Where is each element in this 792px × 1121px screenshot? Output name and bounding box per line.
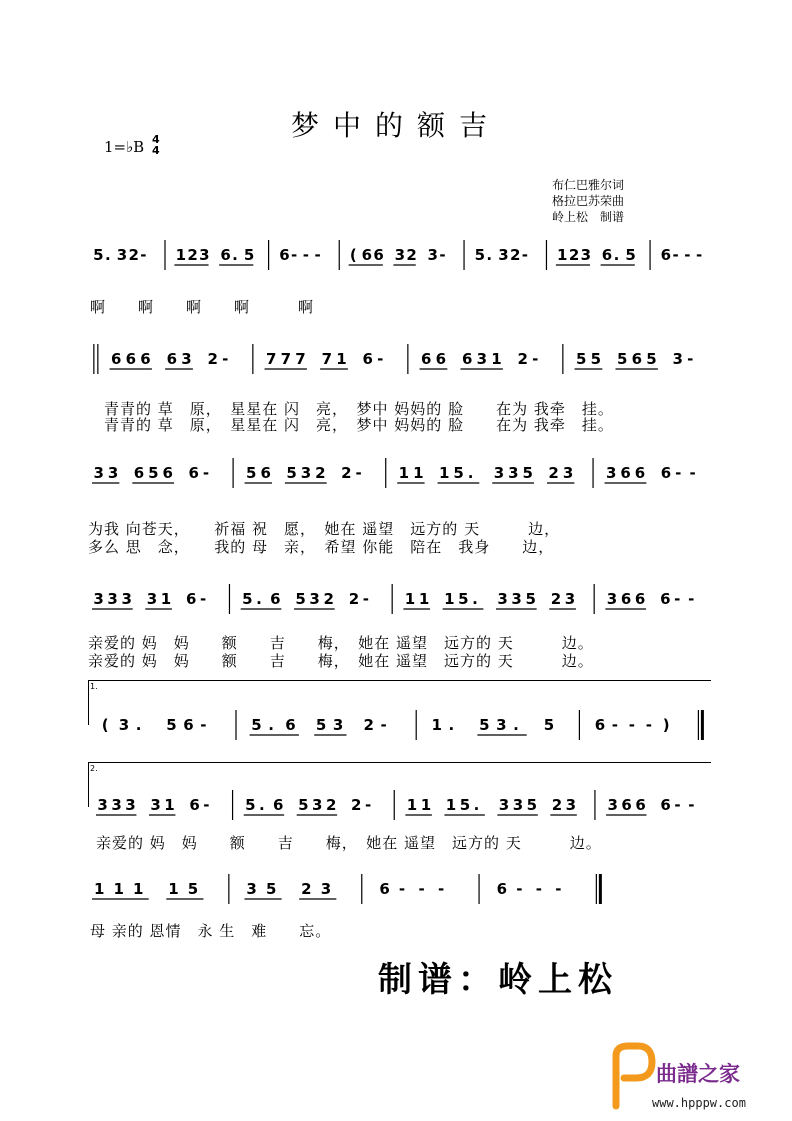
note-digit: 5 [479,716,490,734]
lyric-line: 为我 向苍天， 祈福 祝 愿， 她在 遥望 远方的 天 边， [88,520,561,538]
note-digit: 3 [394,246,406,264]
staff-row-chorus [0,576,792,676]
note-digit: 1 [420,796,432,814]
note-digit: 6 [635,796,646,814]
notation-chorus [0,576,792,626]
note-digit: 5 [458,590,469,608]
note-digit: 5 [474,246,486,264]
note-digit: 3 [498,246,509,264]
note-digit: 1 [160,590,172,608]
note-digit: 3 [125,796,136,814]
dash-mark: - [555,880,562,898]
note-digit: 3 [498,796,510,814]
note-digit: 2 [341,464,352,482]
note-digit: 2 [550,590,562,608]
note-digit: 1 [491,350,502,368]
note-digit: 3 [146,590,158,608]
note-digit: 6 [189,796,200,814]
staff-row-ending-2 [0,782,792,862]
note-digit: 3 [427,246,438,264]
note-digit: 6 [220,246,231,264]
note-digit: 2 [128,246,139,264]
note-digit: 3 [246,880,257,898]
note-digit: 3 [562,464,574,482]
note-digit: 1 [444,590,455,608]
credit-lyricist: 布仁巴雅尔词 [552,178,625,192]
dash-mark: - [302,246,309,264]
dash-mark: - [611,716,618,734]
notation-intro [0,232,792,282]
note-digit: 6 [601,246,613,264]
note-digit: 6 [631,350,643,368]
dash-mark: - [438,880,445,898]
note-digit: 6 [373,246,384,264]
note-digit: 1 [133,880,144,898]
note-digit: 3 [320,880,332,898]
note-digit: 5 [265,880,277,898]
note-digit: 1 [413,464,424,482]
transcriber-signature: 制谱：岭上松 [378,960,618,1000]
notation-ending-2 [0,782,792,822]
dash-mark: - [362,590,369,608]
notation-symbol: . [448,716,455,734]
note-digit: 1 [431,716,442,734]
note-digit: 1 [93,880,105,898]
note-digit: 6 [634,464,646,482]
note-digit: 1 [404,590,416,608]
note-digit: 2 [348,590,360,608]
note-digit: 6 [660,464,672,482]
note-digit: 6 [496,880,508,898]
note-digit: 6 [183,716,194,734]
note-digit: 7 [280,350,292,368]
dash-mark: - [398,880,406,898]
note-digit: 5 [187,880,199,898]
note-digit: 3 [93,590,104,608]
notation-symbol: . [613,246,620,264]
note-digit: 1 [398,464,410,482]
volta-label-2: 2. [90,764,98,773]
note-digit: 5 [576,350,587,368]
note-digit: 5 [459,796,471,814]
note-digit: 5 [148,464,159,482]
note-digit: 6 [362,350,373,368]
note-digit: 3 [93,464,104,482]
note-digit: 3 [564,590,576,608]
time-signature-bottom: 4 [152,144,160,157]
note-digit: 1 [406,796,418,814]
time-signature-top: 4 [152,133,160,146]
note-digit: 6 [162,464,173,482]
note-digit: 3 [121,590,132,608]
note-digit: 3 [493,464,505,482]
notation-symbol: . [268,716,275,734]
lyric-line: 亲爱的 妈 妈 额 吉 梅， 她在 遥望 远方的 天 边。 [88,634,594,652]
notation-verse-b [0,450,792,500]
dash-mark: - [222,350,229,368]
note-digit: 5 [298,796,309,814]
note-digit: 1 [418,590,430,608]
dash-mark: - [688,590,695,608]
note-digit: 3 [496,716,507,734]
notation-symbol: . [486,246,493,264]
note-digit: 6 [260,464,271,482]
note-digit: 5 [543,716,555,734]
staff-row-ending-1 [0,702,792,742]
note-digit: 3 [565,796,577,814]
note-digit: 3 [332,716,344,734]
note-digit: 2 [301,880,312,898]
note-digit: 6 [185,590,197,608]
note-digit: 6 [279,246,290,264]
notation-symbol: . [467,464,474,482]
note-digit: 3 [199,246,210,264]
dash-mark: - [203,796,210,814]
dash-mark: - [645,716,652,734]
note-digit: 6 [188,464,199,482]
note-digit: 5 [286,464,297,482]
note-digit: 2 [517,350,528,368]
note-digit: 6 [461,350,473,368]
dash-mark: - [355,464,362,482]
dash-mark: - [140,246,147,264]
note-digit: 1 [168,880,179,898]
dash-mark: - [674,796,681,814]
note-digit: 6 [285,716,296,734]
note-digit: 1 [445,796,457,814]
note-digit: 3 [606,464,617,482]
note-digit: 5 [625,246,636,264]
note-digit: 3 [111,796,122,814]
note-digit: 6 [634,590,646,608]
note-digit: 5 [243,246,255,264]
notation-symbol: ( [349,246,357,264]
note-digit: 3 [511,590,522,608]
notation-symbol: ) [662,716,670,734]
note-digit: 2 [351,796,362,814]
note-digit: 3 [497,590,508,608]
note-digit: 7 [321,350,333,368]
note-digit: 3 [118,716,130,734]
dash-mark: - [200,590,207,608]
note-digit: 2 [325,796,337,814]
notation-symbol: . [256,590,262,608]
credit-composer: 格拉巴苏荣曲 [552,194,625,208]
notation-ending-1 [0,702,792,742]
note-digit: 5 [246,464,257,482]
note-digit: 5 [522,464,533,482]
note-digit: 5 [315,716,327,734]
note-digit: 3 [672,350,683,368]
note-digit: 5 [166,716,177,734]
note-digit: 3 [97,796,108,814]
note-digit: 2 [207,350,218,368]
note-digit: 1 [336,350,347,368]
notation-symbol: . [473,796,480,814]
note-digit: 2 [323,590,334,608]
note-digit: 6 [620,464,631,482]
note-digit: 3 [181,350,192,368]
note-digit: 3 [300,464,312,482]
note-digit: 2 [363,716,374,734]
credit-transcriber: 岭上松 制谱 [552,210,625,224]
notation-symbol: . [104,246,111,264]
note-digit: 5 [242,590,253,608]
dash-mark: - [687,350,694,368]
note-digit: 1 [438,464,450,482]
note-digit: 2 [548,464,559,482]
notation-verse-a [0,336,792,386]
dash-mark: - [675,464,682,482]
note-digit: 6 [421,350,432,368]
note-digit: 1 [164,796,175,814]
note-digit: 5 [453,464,464,482]
staff-row-verse-a [0,336,792,436]
dash-mark: - [684,246,691,264]
lyric-line: 母 亲的 恩情 永 生 难 忘。 [90,922,332,940]
note-digit: 3 [607,796,618,814]
note-digit: 6 [620,590,632,608]
note-digit: 7 [266,350,277,368]
watermark-brand: 曲譜之家 [656,1062,740,1086]
note-digit: 6 [133,464,145,482]
note-digit: 3 [512,796,524,814]
volta-label-1: 1. [90,682,98,691]
notation-symbol: . [232,246,238,264]
dash-mark: - [314,246,321,264]
dash-mark: - [628,716,635,734]
lyric-line: 多么 思 念， 我的 母 亲， 希望 你能 陪在 我身 边， [88,538,555,556]
note-digit: 3 [312,796,323,814]
note-digit: 3 [107,464,119,482]
note-digit: 1 [557,246,568,264]
lyric-line: 青青的 草 原， 星星在 闪 亮， 梦中 妈妈的 脸 在为 我牵 挂。 [104,416,614,434]
note-digit: 2 [551,796,563,814]
lyric-line: 青青的 草 原， 星星在 闪 亮， 梦中 妈妈的 脸 在为 我牵 挂。 [104,400,614,418]
note-digit: 3 [580,246,592,264]
note-digit: 6 [435,350,447,368]
dash-mark: - [535,880,542,898]
note-digit: 2 [568,246,580,264]
note-digit: 3 [508,464,519,482]
lyric-line: 啊 啊 啊 啊 啊 [90,298,315,316]
site-watermark [608,1038,788,1118]
note-digit: 6 [660,246,672,264]
notation-symbol: ( [101,716,109,734]
note-digit: 6 [660,590,671,608]
dash-mark: - [364,796,372,814]
note-digit: 5 [295,590,306,608]
lyric-line: 亲爱的 妈 妈 额 吉 梅， 她在 遥望 远方的 天 边。 [88,652,594,670]
note-digit: 6 [125,350,137,368]
note-digit: 5 [525,590,536,608]
dash-mark: - [674,590,681,608]
note-digit: 1 [175,246,187,264]
dash-mark: - [202,464,210,482]
note-digit: 3 [309,590,320,608]
note-digit: 7 [295,350,306,368]
key-signature: 1=♭B [104,138,145,156]
credits [552,177,624,225]
time-signature [152,134,160,156]
note-digit: 5 [616,350,628,368]
staff-row-coda [0,866,792,946]
note-digit: 3 [606,590,618,608]
dash-mark: - [689,464,696,482]
note-digit: 2 [406,246,417,264]
note-digit: 6 [140,350,151,368]
note-digit: 3 [107,590,118,608]
note-digit: 2 [187,246,198,264]
dash-mark: - [380,716,387,734]
note-digit: 1 [113,880,124,898]
watermark-url: www.hpppw.com [652,1096,746,1110]
dash-mark: - [290,246,298,264]
note-digit: 2 [315,464,326,482]
note-digit: 6 [621,796,632,814]
note-digit: 5 [646,350,657,368]
note-digit: 6 [166,350,178,368]
note-digit: 5 [245,796,256,814]
note-digit: 5 [590,350,602,368]
staff-row-verse-b [0,450,792,560]
notation-symbol: . [513,716,519,734]
dash-mark: - [418,880,425,898]
notation-coda [0,866,792,906]
dash-mark: - [377,350,384,368]
lyric-line: 亲爱的 妈 妈 额 吉 梅， 她在 遥望 远方的 天 边。 [96,834,602,852]
score-title: 梦中的额吉 [290,109,501,142]
note-digit: 6 [111,350,122,368]
notation-symbol: . [135,716,142,734]
dash-mark: - [200,716,207,734]
dash-mark: - [695,246,703,264]
note-digit: 5 [251,716,262,734]
note-digit: 6 [272,796,284,814]
note-digit: 3 [116,246,128,264]
note-digit: 6 [379,880,390,898]
notation-symbol: . [472,590,478,608]
note-digit: 6 [660,796,671,814]
notation-symbol: . [259,796,265,814]
dash-mark: - [532,350,539,368]
note-digit: 6 [594,716,606,734]
note-digit: 5 [526,796,538,814]
dash-mark: - [672,246,679,264]
dash-mark: - [521,246,528,264]
dash-mark: - [688,796,695,814]
note-digit: 5 [93,246,104,264]
note-digit: 3 [476,350,488,368]
note-digit: 6 [361,246,373,264]
dash-mark: - [439,246,446,264]
logo-icon [608,1038,656,1110]
note-digit: 6 [270,590,281,608]
staff-row-intro [0,232,792,322]
note-digit: 3 [150,796,161,814]
note-digit: 2 [509,246,521,264]
dash-mark: - [516,880,523,898]
